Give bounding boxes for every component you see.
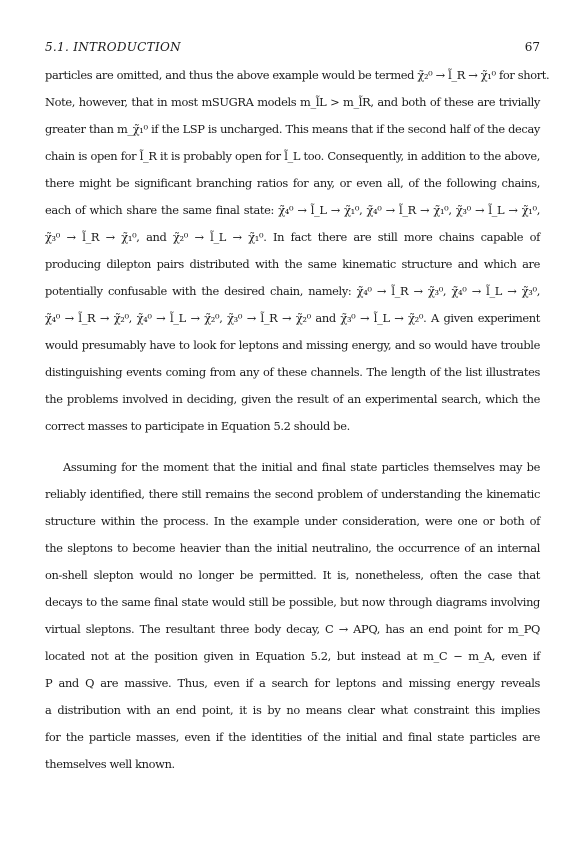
text-line: correct masses to participate in Equation 5.2 should be.	[45, 419, 350, 433]
text-line: Note, however, that in most mSUGRA models m_l̃L > m_l̃R, and both of these are trivially	[45, 95, 540, 109]
text-line: located not at the position given in Equation 5.2, but instead at m_C − m_A, even if	[45, 649, 540, 663]
text-line: chain is open for l̃_R it is probably open for l̃_L too. Consequently, in addition to the above,	[45, 149, 540, 163]
text-line: structure within the process. In the example under consideration, were one or both of	[45, 514, 540, 528]
text-line: P and Q are massive. Thus, even if a search for leptons and missing energy reveals	[45, 676, 540, 690]
running-header	[45, 40, 540, 58]
text-line: χ̃₄⁰ → l̃_R → χ̃₂⁰, χ̃₄⁰ → l̃_L → χ̃₂⁰, χ̃₃⁰ → l̃_R → χ̃₂⁰ and χ̃₃⁰ → l̃_L → χ̃₂⁰. A given experiment	[45, 311, 540, 325]
text-line: decays to the same final state would still be possible, but now through diagrams involving	[45, 595, 540, 609]
text-line: distinguishing events coming from any of these channels. The length of the list illustrates	[45, 365, 540, 379]
text-line: producing dilepton pairs distributed with the same kinematic structure and which are	[45, 257, 540, 271]
text-line: greater than m_χ̃₁⁰ if the LSP is uncharged. This means that if the second half of the decay	[45, 122, 540, 136]
text-line: the sleptons to become heavier than the initial neutralino, the occurrence of an internal	[45, 541, 540, 555]
text-line: Assuming for the moment that the initial and final state particles themselves may be	[63, 460, 540, 474]
text-line: χ̃₃⁰ → l̃_R → χ̃₁⁰, and χ̃₂⁰ → l̃_L → χ̃₁⁰. In fact there are still more chains capable of	[45, 230, 540, 244]
text-line: would presumably have to look for leptons and missing energy, and so would have trouble	[45, 338, 540, 352]
text-line: on-shell slepton would no longer be permitted. It is, nonetheless, often the case that	[45, 568, 540, 582]
page-number: 67	[524, 40, 540, 54]
text-line: themselves well known.	[45, 757, 175, 771]
text-line: for the particle masses, even if the identities of the initial and final state particles are	[45, 730, 540, 744]
text-line: a distribution with an end point, it is by no means clear what constraint this implies	[45, 703, 540, 717]
section-title: 5.1. INTRODUCTION	[45, 40, 181, 54]
text-line: potentially confusable with the desired chain, namely: χ̃₄⁰ → l̃_R → χ̃₃⁰, χ̃₄⁰ → l̃_L → χ̃₃⁰,	[45, 284, 540, 298]
text-line: particles are omitted, and thus the above example would be termed χ̃₂⁰ → l̃_R → χ̃₁⁰ for short.	[45, 68, 550, 82]
text-line: each of which share the same final state: χ̃₄⁰ → l̃_L → χ̃₁⁰, χ̃₄⁰ → l̃_R → χ̃₁⁰, χ̃₃⁰ → l̃_L → χ̃₁⁰,	[45, 203, 540, 217]
text-line: virtual sleptons. The resultant three body decay, C → APQ, has an end point for m_PQ	[45, 622, 540, 636]
text-line: there might be significant branching ratios for any, or even all, of the following chains,	[45, 176, 540, 190]
text-line: reliably identified, there still remains the second problem of understanding the kinematic	[45, 487, 540, 501]
text-line: the problems involved in deciding, given the result of an experimental search, which the	[45, 392, 540, 406]
